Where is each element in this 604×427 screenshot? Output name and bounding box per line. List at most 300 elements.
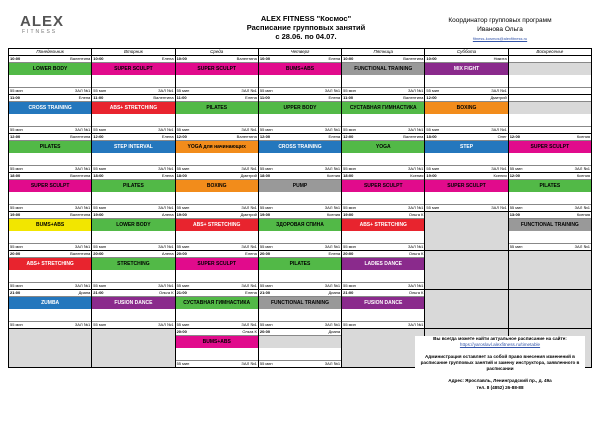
slot-bottom-row [92, 126, 174, 133]
slot-gap [342, 75, 424, 87]
class-duration: 55 мин [343, 127, 356, 132]
class-hall: ЗАЛ №1 [241, 88, 257, 93]
class-time: 18:00 [176, 173, 187, 178]
slot-gap [176, 114, 258, 126]
slot-gap [259, 192, 341, 204]
class-slot[interactable] [342, 134, 424, 172]
slot-bottom-row [176, 243, 258, 250]
class-name: STEP [425, 141, 507, 153]
class-name: PILATES [92, 180, 174, 192]
class-slot[interactable] [176, 329, 258, 367]
class-name: BUMS+ABS [176, 336, 258, 348]
class-name: MIX FIGHT [425, 63, 507, 75]
class-slot[interactable] [342, 212, 424, 250]
class-trainer: Валентина [70, 212, 91, 217]
note-disclaimer: Администрация оставляет за собой право внесения изменений в расписание групповых занятий и замену инструктора, заявленного в расписании [420, 353, 580, 372]
slot-top-row [9, 251, 91, 258]
class-slot[interactable] [342, 56, 424, 94]
class-duration: 55 мин [343, 283, 356, 288]
class-trainer: Ксения [410, 173, 424, 178]
coordinator-role: Координатор групповых программ [448, 17, 552, 24]
class-name: FUSION DANCE [342, 297, 424, 309]
slot-bottom-row [342, 126, 424, 133]
class-time: 12:00 [509, 134, 520, 139]
class-trainer: Алена [161, 212, 174, 217]
slot-top-row [425, 56, 507, 63]
class-trainer: Дмитрий [490, 95, 507, 100]
class-duration: 55 мин [176, 322, 190, 327]
class-slot [342, 329, 424, 367]
class-trainer: Олег [497, 134, 507, 139]
slot-bottom-row [425, 204, 507, 211]
class-trainer: Валентина [70, 134, 91, 139]
slot-gap [9, 75, 91, 87]
class-name: UPPER BODY [259, 102, 341, 114]
class-time: 12:00 [93, 134, 104, 139]
slot-gap [425, 153, 507, 165]
class-trainer: Ксения [493, 173, 507, 178]
class-slot[interactable] [425, 134, 507, 172]
class-slot[interactable] [9, 173, 91, 211]
slot-top-row [259, 329, 341, 336]
class-time: 12:00 [426, 95, 437, 100]
schedule-cell [175, 56, 258, 95]
slot-bottom-row [9, 87, 91, 94]
class-slot[interactable] [176, 212, 258, 250]
schedule-cell [9, 329, 92, 368]
class-trainer: Валентина [403, 95, 424, 100]
slot-bottom-row [92, 87, 174, 94]
slot-gap [176, 309, 258, 321]
class-hall: ЗАЛ №1 [241, 361, 257, 366]
schedule-cell [175, 329, 258, 368]
coordinator-email[interactable]: fitness-kosmos@alexfitness.ru [472, 36, 528, 41]
slot-top-row [92, 290, 174, 297]
timetable-link[interactable]: https://yaroslavl.alexfitness.ru/timetable [459, 342, 541, 348]
class-hall: ЗАЛ №1 [158, 244, 174, 249]
slot-gap [9, 231, 91, 243]
class-duration: 55 мин [176, 166, 190, 171]
class-slot[interactable] [509, 56, 591, 94]
slot-gap [509, 75, 591, 87]
slot-top-row [259, 173, 341, 180]
class-hall: ЗАЛ №1 [74, 166, 91, 171]
class-slot[interactable] [92, 212, 174, 250]
schedule-cell [175, 134, 258, 173]
class-hall: ЗАЛ №1 [241, 322, 257, 327]
day-header: Суббота [425, 49, 508, 56]
class-time: 11:00 [343, 95, 354, 100]
class-slot[interactable] [259, 251, 341, 289]
class-time: 12:00 [509, 173, 520, 178]
class-name [509, 63, 591, 75]
class-slot[interactable] [425, 95, 507, 133]
class-slot[interactable] [176, 173, 258, 211]
class-hall: ЗАЛ №1 [241, 205, 257, 210]
class-duration: 55 мин [426, 127, 440, 132]
schedule-cell [342, 95, 425, 134]
class-slot[interactable] [9, 212, 91, 250]
schedule-cell [425, 173, 508, 212]
coordinator-block [420, 16, 580, 43]
slot-top-row [342, 95, 424, 102]
class-duration: 55 мин [176, 361, 190, 366]
class-name: STRETCHING [92, 258, 174, 270]
class-time: 10:00 [426, 56, 437, 61]
class-name: FUNCTIONAL TRAINING [342, 63, 424, 75]
schedule-row [9, 134, 592, 173]
day-header: Четверг [258, 49, 341, 56]
class-slot[interactable] [92, 95, 174, 133]
class-name: BUMS+ABS [9, 219, 91, 231]
class-trainer: Ольга К [408, 212, 424, 217]
class-time: 20:00 [10, 251, 21, 256]
class-slot [425, 251, 507, 289]
class-duration: 55 мин [259, 361, 273, 366]
slot-bottom-row [9, 165, 91, 172]
slot-top-row [259, 56, 341, 63]
class-hall: ЗАЛ №1 [324, 166, 341, 171]
class-slot[interactable] [176, 95, 258, 133]
slot-top-row [509, 212, 591, 219]
class-duration: 55 мин [10, 127, 23, 132]
class-time: 20:00 [93, 251, 104, 256]
slot-bottom-row [259, 282, 341, 289]
slot-gap [9, 309, 91, 321]
class-slot[interactable] [92, 290, 174, 328]
class-hall: ЗАЛ №1 [241, 127, 257, 132]
slot-gap [259, 114, 341, 126]
class-trainer: Валентина [70, 56, 91, 61]
slot-bottom-row [425, 165, 507, 172]
schedule-table [8, 48, 592, 368]
class-hall: ЗАЛ №1 [407, 244, 424, 249]
class-duration: 55 мин [343, 166, 356, 171]
class-duration: 55 мин [176, 283, 190, 288]
class-hall: ЗАЛ №1 [491, 88, 507, 93]
class-slot[interactable] [9, 95, 91, 133]
schedule-cell [508, 134, 591, 173]
schedule-cell [9, 251, 92, 290]
slot-top-row [342, 290, 424, 297]
class-time: 13:00 [509, 212, 520, 217]
class-trainer: Валентина [403, 134, 424, 139]
class-name: LADIES DANCE [342, 258, 424, 270]
class-duration: 55 мин [10, 88, 23, 93]
class-name: ABS+ STRETCHING [342, 219, 424, 231]
class-hall: ЗАЛ №1 [158, 322, 174, 327]
class-duration: 55 мин [259, 322, 273, 327]
class-slot[interactable] [92, 56, 174, 94]
class-duration: 55 мин [259, 166, 273, 171]
slot-bottom-row [92, 321, 174, 328]
class-hall: ЗАЛ №1 [74, 205, 91, 210]
class-slot[interactable] [509, 134, 591, 172]
class-time: 12:00 [343, 134, 354, 139]
schedule-cell [258, 251, 341, 290]
schedule-cell [342, 290, 425, 329]
page-title [206, 14, 406, 41]
class-duration: 55 мин [93, 166, 107, 171]
slot-gap [92, 231, 174, 243]
slot-top-row [259, 290, 341, 297]
class-name: SUPER SCULPT [342, 180, 424, 192]
class-slot[interactable] [92, 173, 174, 211]
class-trainer: Диана [328, 329, 341, 334]
class-time: 18:00 [10, 173, 21, 178]
logo-alex: ALEX [20, 13, 65, 30]
class-time: 19:00 [176, 212, 187, 217]
class-slot[interactable] [259, 56, 341, 94]
slot-bottom-row [259, 360, 341, 367]
class-time: 18:00 [426, 134, 437, 139]
class-time: 10:00 [93, 56, 104, 61]
schedule-cell [425, 212, 508, 251]
class-slot[interactable] [9, 134, 91, 172]
slot-bottom-row [176, 282, 258, 289]
class-slot[interactable] [425, 56, 507, 94]
schedule-cell [258, 56, 341, 95]
class-hall: ЗАЛ №1 [241, 166, 257, 171]
schedule-cell [425, 134, 508, 173]
slot-top-row [425, 173, 507, 180]
class-slot[interactable] [259, 95, 341, 133]
slot-bottom-row [9, 282, 91, 289]
class-slot [9, 329, 91, 367]
class-hall: ЗАЛ №1 [324, 244, 341, 249]
class-duration: 55 мин [10, 322, 23, 327]
slot-gap [176, 192, 258, 204]
class-duration: 55 мин [343, 244, 356, 249]
class-slot[interactable] [509, 212, 591, 250]
class-trainer: Елена [328, 251, 341, 256]
class-hall: ЗАЛ №1 [324, 127, 341, 132]
class-trainer: Ольга К [408, 290, 424, 295]
class-slot[interactable] [9, 290, 91, 328]
logo-fitness: FITNESS [22, 29, 58, 35]
slot-gap [342, 153, 424, 165]
class-hall: ЗАЛ №1 [407, 127, 424, 132]
club-name: ALEX FITNESS "Космос" [260, 14, 352, 23]
slot-top-row [92, 212, 174, 219]
slot-top-row [9, 212, 91, 219]
class-trainer: Ольга К [242, 329, 257, 334]
class-slot[interactable] [176, 251, 258, 289]
slot-bottom-row [259, 243, 341, 250]
class-slot[interactable] [92, 134, 174, 172]
class-duration: 55 мин [343, 88, 356, 93]
class-duration: 55 мин [426, 205, 440, 210]
class-slot[interactable] [425, 173, 507, 211]
day-header: Вторник [92, 49, 175, 56]
class-time: 10:00 [176, 56, 187, 61]
slot-bottom-row [509, 204, 591, 211]
schedule-cell [425, 251, 508, 290]
class-trainer: Никита [493, 56, 507, 61]
slot-top-row [509, 56, 591, 63]
slot-top-row [176, 173, 258, 180]
class-duration: 55 мин [93, 283, 107, 288]
class-hall: ЗАЛ №1 [241, 283, 257, 288]
class-slot[interactable] [509, 95, 591, 133]
class-duration: 55 мин [10, 244, 23, 249]
slot-top-row [259, 251, 341, 258]
schedule-cell [508, 56, 591, 95]
slot-gap [259, 270, 341, 282]
slot-top-row [9, 173, 91, 180]
class-hall: ЗАЛ №1 [241, 244, 257, 249]
class-hall: ЗАЛ №1 [324, 322, 341, 327]
class-slot[interactable] [259, 290, 341, 328]
slot-bottom-row [92, 243, 174, 250]
slot-bottom-row [342, 282, 424, 289]
class-time: 20:00 [176, 251, 187, 256]
class-name: CROSS TRAINING [9, 102, 91, 114]
class-slot[interactable] [342, 173, 424, 211]
class-name: YOGA [342, 141, 424, 153]
class-time: 18:00 [93, 173, 104, 178]
class-slot[interactable] [509, 173, 591, 211]
class-slot[interactable] [342, 95, 424, 133]
slot-gap [92, 114, 174, 126]
slot-top-row [342, 173, 424, 180]
schedule-cell [9, 290, 92, 329]
class-trainer: Диана [78, 290, 91, 295]
schedule-row [9, 212, 592, 251]
slot-gap [92, 309, 174, 321]
schedule-cell [342, 173, 425, 212]
class-name: BOXING [425, 102, 507, 114]
class-trainer: Елена [78, 95, 91, 100]
class-duration: 55 мин [259, 283, 273, 288]
slot-bottom-row [509, 243, 591, 250]
schedule-cell [9, 212, 92, 251]
class-time: 20:00 [259, 251, 271, 256]
class-duration: 55 мин [259, 205, 273, 210]
slot-bottom-row [509, 126, 591, 133]
slot-top-row [425, 95, 507, 102]
class-slot [425, 290, 507, 328]
class-hall: ЗАЛ №1 [574, 244, 590, 249]
slot-gap [92, 192, 174, 204]
class-slot[interactable] [176, 56, 258, 94]
class-trainer: Ксения [326, 173, 341, 178]
class-name: CROSS TRAINING [259, 141, 341, 153]
class-time: 19:00 [259, 212, 271, 217]
class-name: PUMP [259, 180, 341, 192]
class-slot[interactable] [92, 251, 174, 289]
slot-top-row [92, 251, 174, 258]
class-name: PILATES [176, 102, 258, 114]
class-duration: 55 мин [259, 88, 273, 93]
slot-top-row [92, 95, 174, 102]
alex-fitness-logo [20, 14, 84, 40]
class-name: FUSION DANCE [92, 297, 174, 309]
schedule-cell [258, 290, 341, 329]
class-duration: 55 мин [343, 205, 356, 210]
class-trainer: Елена [328, 134, 341, 139]
schedule-cell [175, 212, 258, 251]
slot-bottom-row [9, 126, 91, 133]
class-name: СУСТАВНАЯ ГИМНАСТИКА [176, 297, 258, 309]
schedule-cell [342, 134, 425, 173]
class-name: SUPER SCULPT [176, 258, 258, 270]
class-name: PILATES [9, 141, 91, 153]
class-time: 12:00 [10, 134, 21, 139]
class-slot[interactable] [9, 56, 91, 94]
class-slot[interactable] [176, 134, 258, 172]
class-hall: ЗАЛ №1 [324, 361, 341, 366]
class-name: SUPER SCULPT [425, 180, 507, 192]
class-slot [509, 290, 591, 328]
class-slot[interactable] [176, 290, 258, 328]
day-header: Воскресенье [508, 49, 591, 56]
schedule-cell [258, 173, 341, 212]
class-hall: ЗАЛ №1 [491, 166, 507, 171]
slot-bottom-row [259, 165, 341, 172]
class-trainer: Ксения [576, 173, 590, 178]
class-slot[interactable] [259, 134, 341, 172]
slot-top-row [176, 95, 258, 102]
schedule-cell [175, 290, 258, 329]
coordinator-name: Иванова Ольга [477, 26, 523, 33]
slot-gap [509, 192, 591, 204]
class-slot[interactable] [259, 212, 341, 250]
class-trainer: Валентина [403, 56, 424, 61]
slot-top-row [176, 290, 258, 297]
class-duration: 55 мин [10, 166, 23, 171]
class-trainer: Диана [328, 290, 341, 295]
slot-gap [9, 153, 91, 165]
class-slot[interactable] [259, 173, 341, 211]
class-trainer: Валентина [70, 173, 91, 178]
class-time: 11:00 [259, 95, 270, 100]
class-slot[interactable] [342, 251, 424, 289]
class-time: 12:00 [259, 134, 271, 139]
class-trainer: Ксения [576, 212, 590, 217]
class-slot [425, 212, 507, 250]
class-time: 18:00 [259, 173, 271, 178]
slot-top-row [176, 134, 258, 141]
class-trainer: Ольга К [159, 290, 174, 295]
class-hall: ЗАЛ №1 [158, 127, 174, 132]
class-time: 21:00 [259, 290, 271, 295]
slot-gap [425, 114, 507, 126]
slot-top-row [92, 173, 174, 180]
class-hall: ЗАЛ №1 [74, 322, 91, 327]
class-slot[interactable] [9, 251, 91, 289]
class-hall: ЗАЛ №1 [158, 88, 174, 93]
class-slot[interactable] [342, 290, 424, 328]
class-slot[interactable] [259, 329, 341, 367]
schedule-row [9, 95, 592, 134]
class-time: 11:00 [10, 95, 21, 100]
class-duration: 55 мин [509, 244, 523, 249]
slot-gap [425, 192, 507, 204]
slot-gap [259, 75, 341, 87]
schedule-cell [175, 95, 258, 134]
schedule-cell [425, 290, 508, 329]
class-trainer: Валентина [70, 251, 91, 256]
schedule-row [9, 251, 592, 290]
slot-gap [259, 231, 341, 243]
slot-top-row [342, 134, 424, 141]
class-hall: ЗАЛ №1 [74, 244, 91, 249]
schedule-cell [9, 56, 92, 95]
class-hall: ЗАЛ №1 [158, 166, 174, 171]
class-duration: 55 мин [176, 205, 190, 210]
class-name: ЗДОРОВАЯ СПИНА [259, 219, 341, 231]
